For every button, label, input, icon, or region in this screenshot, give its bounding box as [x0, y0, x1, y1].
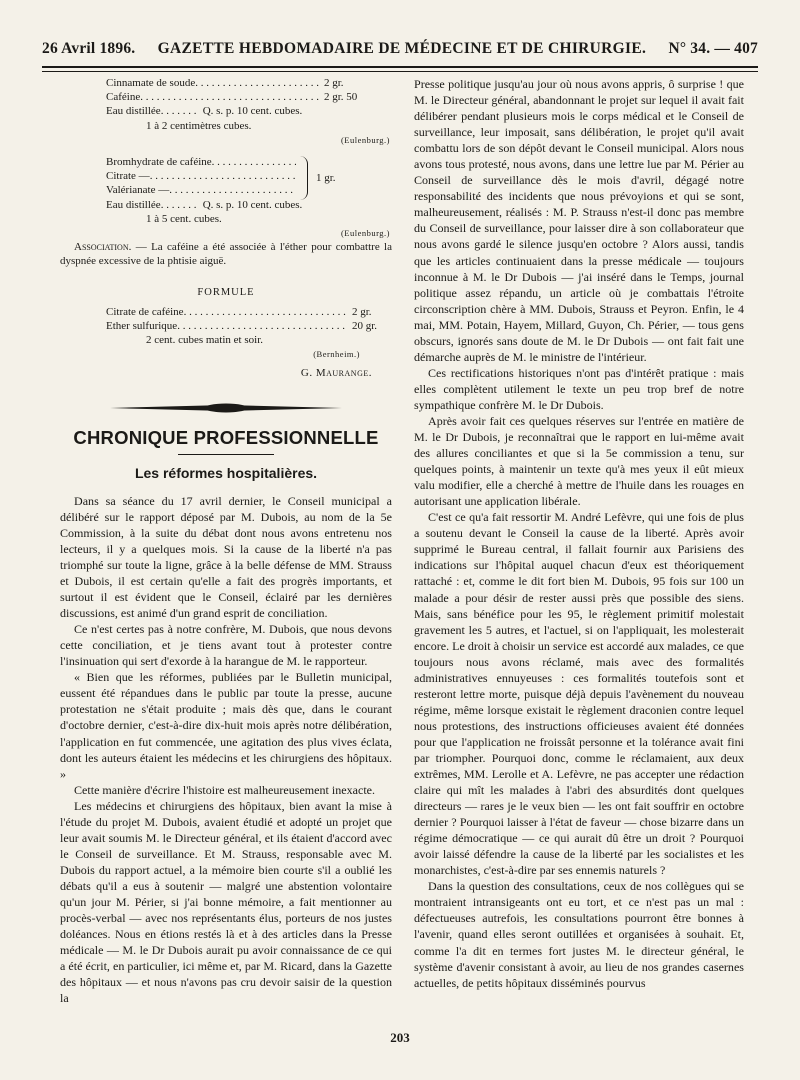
recipe-reference: (Bernheim.) [313, 349, 360, 360]
header-title: GAZETTE HEBDOMADAIRE DE MÉDECINE ET DE CHIRURGIE. [157, 40, 647, 57]
body-paragraph: Presse politique jusqu'au jour où nous avons appris, ô surprise ! que M. le Directeur général, abandonnant le projet sur lequel il avait fait délibérer pendant plusieurs mois le corps médical et le Conseil de surveillance, leur imposait, sans délibération, le projet qu'il avait combattu lors de son dépôt devant le Conseil municipal. Alors nous avons tous protesté, nous avons, dans une lettre lue par M. Périer au Conseil de surveillance dès le mois d'avril, dégagé notre responsabilité des incidents que nous prévoyions et qui se sont, malheureusement, réalisés : M. P. Strauss n'est-il donc pas membre du Conseil de surveillance, pour laisser dire à son collaborateur que nous avons gardé le silence jusqu'en octobre ? Alors aussi, tandis que les articles continuaient dans la presse médicale — toujours inconnue à M. le Dr Dubois — j'ai inséré dans le Temps, journal politique assez répandu, un article où je combattais l'étroite circonscription chère à MM. Dubois, Strauss et Peyron. Enfin, le 4 mai, MM. Potain, Hayem, Millard, Guyon, Ch. Périer, — tous gens obscurs, ignorés sans doute de M. le Dr Dubois — ont fait fait une démarche auprès de M. le ministre de l'intérieur. [414, 77, 744, 364]
ingredient-name: Eau distillée [106, 198, 161, 211]
ingredient-name: Ether sulfurique [106, 319, 178, 332]
article-subtitle: Les réformes hospitalières. [134, 464, 318, 481]
recipe-reference: (Eulenburg.) [340, 134, 390, 145]
ingredient-name: Caféine [106, 91, 141, 104]
body-paragraph: Les médecins et chirurgiens des hôpitaux, bien avant la mise à l'étude du projet M. Dubois, avaient étudié et adopté un projet que leur avait soumis M. le Directeur général, et ils étaient d'accord avec le Conseil de surveillance. Et M. Strauss, responsable avec M. Dubois du rapport actuel, a la mémoire bien courte s'il a oublié les débats qu'il a eus à soutenir — malgré une abstention volontaire qu'un jour M. Périer, si j'ai bonne mémoire, a fait mentionner au procès-verbal — avec nos représentants élus, porteurs de nos justes doléances. Nous en étions restés là et à des articles dans la Presse médicale — M. le Dr Dubois aurait pu avoir connaissance de ce qui a été écrit, en particulier, ici même et, par M. Ricard, dans la Gazette des hôpitaux — et nous n'avons pas cru devoir saisir de la question la [60, 798, 392, 1006]
formule-heading: FORMULE [197, 286, 255, 298]
ingredient-name: Citrate — [106, 170, 150, 183]
body-paragraph: Dans la question des consultations, ceux de nos collègues qui se montraient intransigeants ont eu tort, et ce n'est pas un mal : défectueuses autrefois, les consultations pourront être bonnes à l'avenir, quand elles seront outillées et organisées à souhait. Et, comme l'a dit en termes fort justes M. le directeur général, le système d'avenir consistant à avoir, au lieu de nos grandes casernes actuelles, de petits hôpitaux disséminés pourvus [414, 879, 744, 990]
recipe-line [106, 319, 392, 333]
recipe-line [106, 104, 392, 118]
running-header [42, 40, 758, 64]
right-column [414, 76, 744, 991]
recipe-line [106, 169, 296, 183]
body-paragraph: Ces rectifications historiques n'ont pas d'intérêt pratique : mais elles complètent utilement le texte un peu trop bref de notre sympathique confrère M. le Dr Dubois. [414, 365, 744, 412]
ingredient-qty: Q. s. p. 10 cent. cubes. [202, 105, 303, 118]
association-paragraph [60, 240, 392, 268]
recipe-2 [106, 155, 392, 240]
ingredient-qty: 2 gr. [352, 305, 372, 318]
recipe-line [106, 198, 392, 212]
recipe-dose: 2 cent. cubes matin et soir. [146, 334, 263, 347]
recipe-line [106, 155, 296, 169]
recipe-reference: (Eulenburg.) [340, 228, 390, 239]
recipe-dose: 1 à 2 centimètres cubes. [146, 119, 252, 132]
recipe-line [106, 183, 296, 197]
association-label: Association. [74, 241, 132, 254]
ingredient-name: Cinnamate de soude [106, 77, 196, 89]
recipe-line [106, 90, 392, 104]
section-ornament [60, 398, 392, 420]
header-rule [42, 66, 758, 72]
ingredient-name: Valérianate — [106, 184, 170, 197]
page-folio: 203 [390, 1030, 410, 1045]
body-paragraph: « Bien que les réformes, publiées par le Bulletin municipal, eussent été répandues dans le public par toute la presse, aucune protestation ne s'était produite ; mais dès que, dans le courant d'octobre dernier, c'est-à-dire dix-huit mois après notre délibération, l'application en fut commencée, une agitation des plus vives éclata, dont les auteurs étaient les médecins et les chirurgiens des hôpitaux. » [60, 670, 392, 781]
ingredient-qty: 2 gr. [324, 77, 344, 89]
brace-mark [300, 156, 308, 200]
header-issue: N° 34. — 407 [668, 40, 758, 57]
left-column [60, 76, 392, 1006]
body-paragraph: Dans sa séance du 17 avril dernier, le Conseil municipal a délibéré sur le rapport déposé par M. Dubois, au nom de la 5e Commission, à la suite du débat dont nous avons entretenu nos lecteurs, il y a quelques mois. Si la cause de la liberté n'a pas triomphé sur toute la ligne, grâce à la belle défense de MM. Strauss et Dubois, il est certain qu'elle a fait des progrès importants, et surtout il est évident que le Conseil, éclairé par les dernières discussions, est animé d'un grand esprit de conciliation. [60, 493, 392, 621]
ornament-rule-icon [110, 402, 342, 414]
association-text: — La caféine a été associée à l'éther pour combattre la dyspnée excessive de la phtisie aiguë. [60, 241, 392, 268]
ingredient-qty: Q. s. p. 10 cent. cubes. [202, 198, 303, 211]
body-paragraph: Après avoir fait ces quelques réserves sur l'entrée en matière de M. le Dr Dubois, je reconnaîtrai que le rapport en lui-même avait des allures conciliantes et que si la 5e commission a tenu, sur quelques points, à maintenir un texte qu'à mes yeux il eût mieux valu modifier, elle a cherché à mettre de l'huile dans les rouages en autorisant une application libérale. [414, 413, 744, 509]
title-rule [178, 454, 274, 455]
ingredient-qty: 2 gr. 50 [324, 91, 358, 104]
body-paragraph: Cette manière d'écrire l'histoire est malheureusement inexacte. [74, 782, 376, 797]
ingredient-name: Citrate de caféine [106, 305, 184, 318]
ingredient-qty: 20 gr. [352, 319, 378, 332]
body-paragraph: C'est ce qu'a fait ressortir M. André Lefèvre, qui une fois de plus a soutenu devant le Conseil la cause de la liberté. Après avoir supprimé le Bureau central, il fallait fournir aux Parisiens des indications sur l'hôpital auquel chacun d'eux est théoriquement rattaché : et, comme le dit fort bien M. Dubois, 95 fois sur 100 un malade a pour désir de rester aussi près que possible des siens. Mais, sans bénéfice pour les 95, le règlement primitif molestait gravement les 5 autres, et l'actuel, si on l'appliquait, les molesterait encore. Le droit à choisir un service est accordé aux malades, ce que toujours nous avons réclamé, mais avec des formalités administratives ennuyeuses : ces formalités toutefois sont et resteront lettre morte, puisque déjà depuis l'avènement du nouveau régime, même lorsque existait le règlement draconien contre lequel nous protestions, des instructions officieuses avaient été données pour que l'application ne froissât personne et la tolérance avait fini par triompher. Pourquoi donc, comme le réclamaient, aux deux extrêmes, MM. Lerolle et A. Lefèvre, ne pas accepter une rédaction claire qui mît les malades à l'abri des absurdités dont quelques directeurs — rares je le veux bien — les ont fait souffrir en octobre dernier ? Pourquoi laisser à l'état de faveur — chose bizarre dans un régime démocratique — ce qui aurait dû être un droit ? Pourquoi avoir laissé défendre la cause de la liberté par les socialistes et les monarchistes, c'est-à-dire par ses ennemis naturels ? [414, 510, 744, 878]
ingredient-name: Eau distillée [106, 105, 161, 118]
section-title: CHRONIQUE PROFESSIONNELLE [73, 426, 379, 448]
header-date: 26 Avril 1896. [42, 40, 136, 57]
ingredient-name: Bromhydrate de caféine [106, 156, 212, 169]
recipe-line [106, 76, 392, 90]
article-author: G. Maurange. [300, 366, 372, 379]
recipe-1 [106, 76, 392, 147]
body-paragraph: Ce n'est certes pas à notre confrère, M. Dubois, que nous devons cette conciliation, et je tiens avant tout à protester contre l'insinuation qui sert d'exorde à la harangue de M. le rapporteur. [60, 622, 392, 669]
recipe-dose: 1 à 5 cent. cubes. [146, 212, 222, 225]
recipe-line [106, 305, 392, 319]
recipe-formule [106, 305, 392, 362]
brace-qty: 1 gr. [316, 172, 336, 185]
